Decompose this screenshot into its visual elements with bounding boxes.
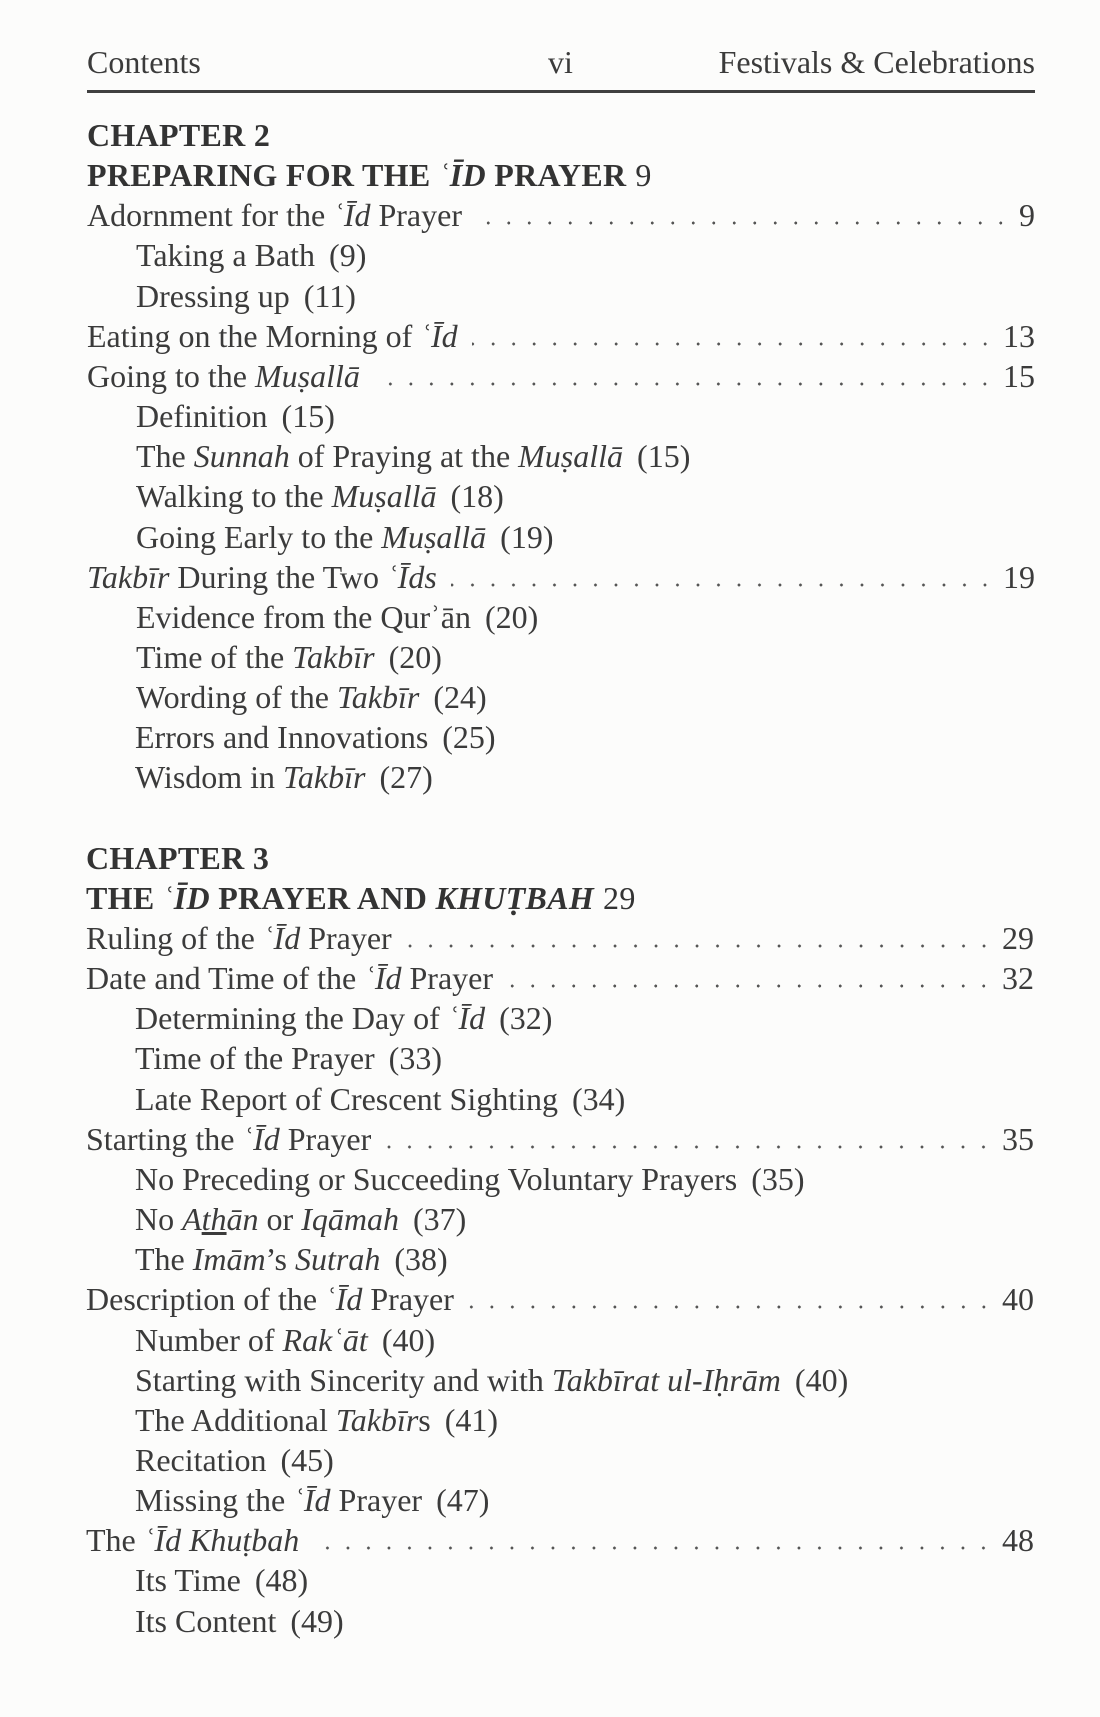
italic-term: Muṣallā — [381, 518, 487, 555]
page-reference: (34) — [572, 1080, 626, 1117]
italic-term: Takbīr — [87, 558, 170, 595]
entry-title — [87, 316, 458, 356]
title-text: Prayer — [300, 920, 392, 956]
toc-subentry[interactable] — [135, 1360, 848, 1400]
title-text: Taking a Bath — [136, 237, 316, 274]
italic-term: ʿĪd Khuṭbah — [143, 1522, 300, 1559]
title-text: PRAYER — [485, 157, 627, 194]
title-text: Wording of the — [136, 679, 337, 716]
dot-leader — [507, 983, 994, 989]
entry-title — [135, 1360, 781, 1400]
title-text: ’s — [265, 1241, 295, 1278]
toc-subentry[interactable] — [135, 1400, 498, 1440]
page-reference: (41) — [444, 1401, 499, 1438]
page-reference: (19) — [500, 518, 554, 555]
dot-leader — [451, 582, 995, 588]
toc-subentry[interactable] — [135, 717, 496, 757]
entry-title — [135, 1440, 267, 1480]
italic-term: Takbīr — [283, 759, 366, 796]
italic-term: ʿĪD — [162, 879, 210, 916]
toc-entry[interactable] — [86, 918, 1034, 958]
entry-title — [135, 757, 365, 797]
page-reference: (32) — [499, 1000, 553, 1037]
toc-subentry[interactable] — [135, 1038, 442, 1078]
italic-term: ʿĪd — [333, 197, 371, 234]
header-book-title: Festivals & Celebrations — [718, 44, 1035, 80]
page-reference: (25) — [442, 719, 496, 756]
dot-leader — [313, 1545, 994, 1551]
entry-title — [136, 235, 315, 275]
chapter-heading[interactable] — [86, 878, 636, 918]
toc-subentry[interactable] — [135, 757, 433, 797]
entry-title — [135, 1199, 399, 1239]
title-text: or — [258, 1201, 302, 1238]
toc-entry[interactable] — [86, 1119, 1034, 1159]
page-reference: (20) — [388, 638, 442, 675]
entry-title — [86, 1119, 371, 1159]
chapter-page-number: 29 — [603, 879, 636, 916]
title-text: Recitation — [135, 1441, 267, 1478]
toc-subentry[interactable] — [136, 677, 487, 717]
italic-term: ʿĪd — [262, 920, 301, 956]
italic-term: Takbīrat ul-Iḥrām — [551, 1361, 781, 1398]
page-reference: (9) — [329, 237, 367, 274]
page-reference: (38) — [394, 1241, 448, 1278]
title-text: Going to the — [87, 357, 255, 394]
chapter-page-number: 9 — [635, 157, 652, 194]
title-text: No — [135, 1201, 183, 1238]
toc-subentry[interactable] — [135, 1320, 435, 1360]
entry-title — [136, 677, 419, 717]
title-text: Walking to the — [136, 478, 332, 515]
toc-subentry[interactable] — [135, 1159, 805, 1199]
entry-title — [135, 1159, 737, 1199]
italic-term: Muṣallā — [518, 438, 624, 475]
title-text: The — [136, 438, 194, 475]
page-reference: (18) — [450, 478, 504, 515]
toc-entry[interactable] — [86, 1279, 1034, 1319]
page-reference: (11) — [303, 277, 356, 314]
page-reference: (24) — [433, 679, 487, 716]
italic-term: ʿĪds — [387, 558, 437, 595]
page-reference: (15) — [281, 398, 335, 435]
italic-term: ʿĪd — [364, 960, 402, 997]
title-text: Prayer — [370, 197, 462, 234]
page-reference: (35) — [751, 1160, 805, 1197]
entry-title — [87, 557, 437, 597]
title-text: No Preceding or Succeeding Voluntary Prayers — [135, 1160, 738, 1197]
entry-title — [135, 1400, 431, 1440]
entry-title — [136, 476, 437, 516]
page-reference: (47) — [436, 1482, 490, 1519]
page-reference: (37) — [412, 1201, 467, 1238]
entry-title — [135, 998, 485, 1038]
entry-title — [86, 838, 269, 878]
entry-title — [136, 637, 375, 677]
entry-title — [136, 276, 290, 316]
chapter-heading[interactable] — [87, 115, 270, 155]
italic-term: ʿĪd — [242, 1120, 280, 1157]
entry-title — [135, 1079, 558, 1119]
page-number: 13 — [1003, 317, 1035, 354]
toc-subentry[interactable] — [135, 998, 552, 1038]
page-number: 35 — [1002, 1120, 1034, 1157]
toc-subentry[interactable] — [135, 1239, 448, 1279]
toc-subentry[interactable] — [136, 396, 335, 436]
italic-term: ʿĪd — [293, 1482, 331, 1519]
toc-entry[interactable] — [87, 195, 1035, 235]
italic-term: ʿĪd — [447, 1000, 486, 1037]
title-text: Errors and Innovations — [135, 719, 429, 756]
title-text: Prayer — [330, 1482, 423, 1519]
entry-title — [135, 1560, 241, 1600]
toc-subentry[interactable] — [136, 637, 442, 677]
entry-title — [86, 958, 493, 998]
title-text: Its Content — [135, 1602, 277, 1639]
entry-title — [135, 1239, 380, 1279]
title-text: Dressing up — [136, 277, 290, 314]
page-number: 40 — [1002, 1281, 1034, 1318]
title-text: Date and Time of the — [86, 960, 365, 997]
entry-title — [135, 1038, 375, 1078]
entry-title — [136, 517, 486, 557]
page-reference: (33) — [388, 1040, 442, 1077]
title-text: Definition — [136, 398, 268, 435]
toc-subentry[interactable] — [135, 1480, 489, 1520]
page-number: 48 — [1002, 1522, 1034, 1559]
toc-subentry[interactable] — [135, 1199, 466, 1239]
italic-term: ʿĪd — [420, 317, 458, 354]
title-text: Eating on the Morning of — [87, 317, 421, 354]
title-text: During the Two — [169, 558, 387, 595]
title-text: Starting with Sincerity and with — [135, 1361, 552, 1398]
title-text: Wisdom in — [135, 759, 284, 796]
toc-subentry[interactable] — [136, 517, 553, 557]
title-text: CHAPTER 2 — [87, 117, 271, 153]
italic-term: Rakʿāt — [282, 1321, 368, 1358]
italic-term: Muṣallā — [254, 357, 360, 394]
dot-leader — [374, 381, 995, 387]
italic-term: ʿĪd — [325, 1281, 363, 1318]
header-page-number: vi — [548, 44, 573, 80]
toc-subentry[interactable] — [136, 597, 538, 637]
entry-title — [135, 1480, 422, 1520]
italic-term: Takbīr — [336, 679, 420, 716]
toc-subentry[interactable] — [135, 1601, 344, 1641]
title-text: CHAPTER 3 — [86, 839, 270, 876]
title-text: Prayer — [362, 1281, 454, 1318]
chapter-heading[interactable] — [86, 838, 269, 878]
title-text: The — [135, 1241, 193, 1278]
title-text: THE — [86, 879, 163, 916]
dot-leader — [406, 943, 994, 949]
italic-term: ʿĪD — [438, 157, 486, 194]
page-number: 9 — [1019, 197, 1035, 234]
page-reference: (40) — [381, 1321, 436, 1358]
toc-entry[interactable] — [86, 1520, 1034, 1560]
entry-title — [135, 717, 428, 757]
entry-title — [87, 115, 270, 155]
toc-subentry[interactable] — [135, 1440, 334, 1480]
toc-entry[interactable] — [87, 316, 1035, 356]
title-text: Time of the — [136, 638, 293, 675]
page-reference: (48) — [254, 1562, 309, 1599]
title-text: PREPARING FOR THE — [87, 157, 439, 194]
toc-entry[interactable] — [87, 557, 1035, 597]
entry-title — [86, 918, 392, 958]
title-text: Number of — [135, 1321, 283, 1358]
page-number: 19 — [1003, 558, 1035, 595]
page-number: 15 — [1003, 357, 1035, 394]
title-text: Time of the Prayer — [135, 1040, 375, 1077]
title-text: Starting the — [86, 1120, 243, 1157]
page-reference: (45) — [280, 1441, 334, 1478]
title-text: Prayer — [401, 960, 494, 997]
entry-title — [136, 396, 268, 436]
dot-leader — [472, 341, 995, 347]
italic-term: Takbīr — [292, 638, 375, 675]
italic-term: Imām — [192, 1241, 266, 1278]
italic-term: Sutrah — [294, 1241, 381, 1278]
toc-entry[interactable] — [86, 958, 1034, 998]
italic-term: KHUṬBAH — [435, 879, 595, 916]
chapter-heading[interactable] — [87, 155, 652, 195]
title-text: Its Time — [135, 1562, 241, 1599]
italic-term: Sunnah — [193, 438, 290, 475]
title-text: Ruling of the — [86, 920, 263, 956]
entry-title — [87, 195, 462, 235]
title-text: Evidence from the Qurʾān — [136, 598, 471, 635]
title-text: The — [86, 1522, 144, 1559]
dot-leader — [476, 220, 1011, 226]
page-reference: (15) — [637, 438, 691, 475]
italic-term: Athān — [182, 1201, 259, 1238]
toc-subentry[interactable] — [135, 1079, 625, 1119]
title-text: PRAYER AND — [209, 879, 436, 916]
title-text: Description of the — [86, 1281, 326, 1318]
toc-subentry[interactable] — [136, 436, 690, 476]
entry-title — [135, 1601, 276, 1641]
toc-subentry[interactable] — [135, 1560, 308, 1600]
italic-term: Iqāmah — [301, 1201, 399, 1238]
page-number: 32 — [1002, 960, 1034, 997]
title-text: s — [418, 1401, 431, 1438]
italic-term: Muṣallā — [331, 478, 437, 515]
page-reference: (27) — [379, 759, 433, 796]
toc-subentry[interactable] — [136, 476, 504, 516]
header-section-title: Contents — [87, 44, 201, 80]
title-text: Going Early to the — [136, 518, 382, 555]
title-text: of Praying at the — [289, 438, 519, 475]
entry-title — [86, 878, 594, 918]
italic-term: Takbīr — [335, 1401, 419, 1438]
title-text: Missing the — [135, 1482, 294, 1519]
entry-title — [86, 1279, 454, 1319]
toc-subentry[interactable] — [136, 276, 356, 316]
entry-title — [135, 1320, 368, 1360]
title-text: Late Report of Crescent Sighting — [135, 1080, 559, 1117]
entry-title — [87, 356, 360, 396]
page-reference: (49) — [290, 1602, 344, 1639]
entry-title — [136, 436, 623, 476]
entry-title — [136, 597, 471, 637]
title-text: Prayer — [279, 1120, 372, 1157]
page-reference: (20) — [484, 598, 539, 635]
entry-title — [87, 155, 626, 195]
page-reference: (40) — [794, 1361, 849, 1398]
toc-entry[interactable] — [87, 356, 1035, 396]
entry-title — [86, 1520, 299, 1560]
title-text: Adornment for the — [87, 197, 334, 234]
title-text: The Additional — [135, 1401, 336, 1438]
title-text: Determining the Day of — [135, 1000, 448, 1037]
dot-leader — [385, 1144, 994, 1150]
page-number: 29 — [1002, 920, 1034, 956]
dot-leader — [468, 1304, 994, 1310]
toc-subentry[interactable] — [136, 235, 366, 275]
